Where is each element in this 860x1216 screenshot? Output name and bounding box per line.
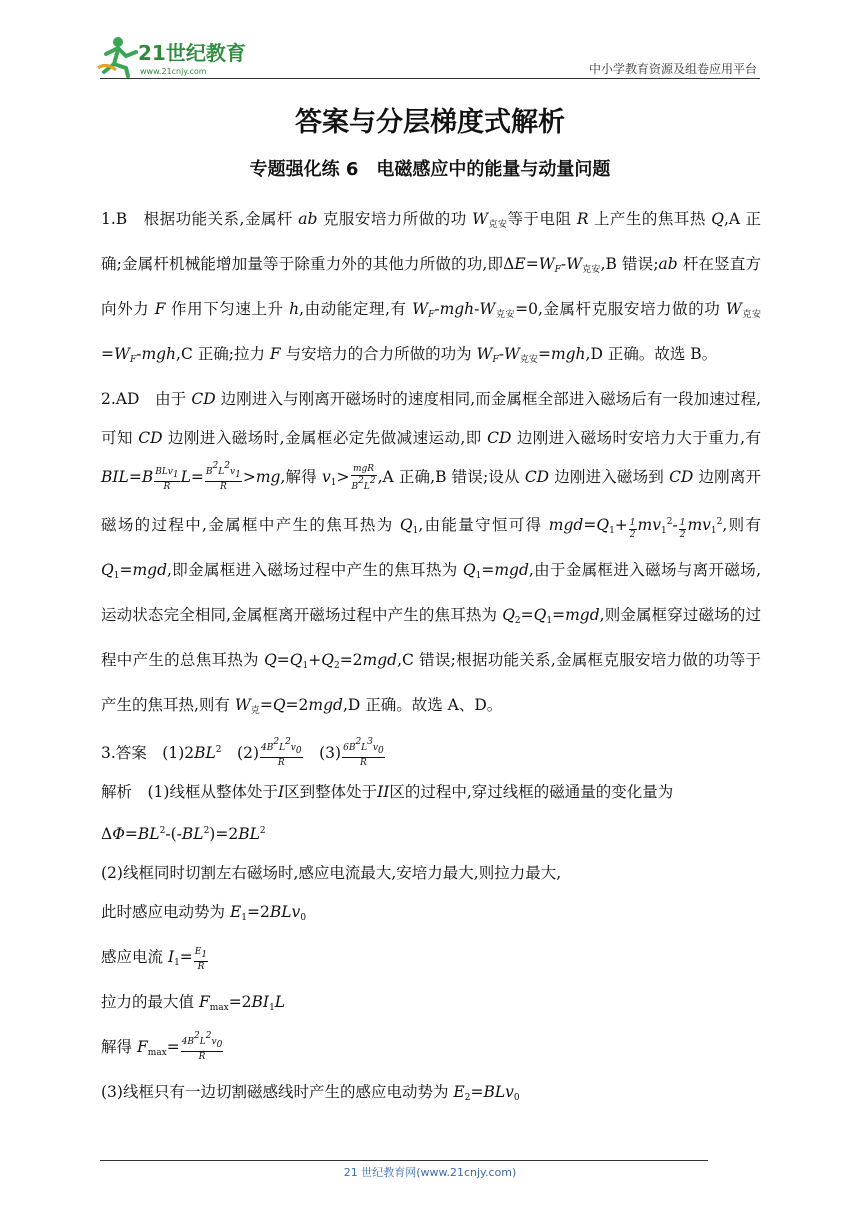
logo-url: www.21cnjy.com bbox=[140, 67, 207, 76]
platform-label: 中小学教育资源及组卷应用平台 bbox=[588, 62, 757, 76]
answer-3-analysis: 解析 (1)线框从整体处于I区到整体处于II区的过程中,穿过线框的磁通量的变化量为 bbox=[101, 783, 674, 801]
answer-2: 2.AD 由于 CD 边刚进入与刚离开磁场时的速度相同,而金属框全部进入磁场后有一段加速过程,可知 CD 边刚进入磁场时,金属框必定先做减速运动,即 CD 边刚进入磁场时安培力大于重力,有 BIL=B $\frac{BLv_1}{R}$ L= $\frac{B^2L^2v_1}{R}$ >mg,解得 $v_1>$ $\frac{\text{mgR}}{B^2L^2}$ ,A 正确,B 错误;设从 CD 边刚进入磁场到 CD 边刚离开磁场的过程中,金属框中产生的焦耳热为 $Q_1$,由能量守恒可得 $mgd=Q_1+$ $\frac{1}{2}$ $mv_1^2-$ $\frac{1}{2}$ $mv_1^2$,则有 $Q_1=mgd$,即金属框进入磁场过程中产生的焦耳热为 $Q_1=mgd$,由于金属框进入磁场与离开磁场,运动状态完全相同,金属框离开磁场过程中产生的焦耳热为 $Q_2=Q_1=mgd$,则金属框穿过磁场的过程中产生的总焦耳热为 $Q=Q_1+Q_2=2mgd,C$ 错误;根据功能关系,金属框克服安培力做的功等于产生的焦耳热,则有 $W_克=Q=2mgd,D$ 正确。故选 A、D。 bbox=[101, 390, 762, 716]
page-header bbox=[0, 0, 860, 80]
flux-change-eq: $\Delta\Phi=BL^2-(-BL^2)=2BL^2$ bbox=[101, 825, 266, 843]
max-force-result: 解得 $F_{max}=$ $\frac{4B^2L^2v_0}{R}$ bbox=[101, 1031, 223, 1062]
emf-eq: 此时感应电动势为 $E_1=2BLv_0$ bbox=[101, 903, 307, 923]
logo-text: 21世纪教育 bbox=[138, 41, 246, 65]
answer-1: 1.B 根据功能关系,金属杆 ab 克服安培力所做的功 $W_{克安}$等于电阻 R 上产生的焦耳热 Q,A 正确;金属杆机械能增加量等于除重力外的其他力所做的功,即$\Delta E=W_F-W_{克安},B$ 错误;ab 杆在竖直方向外力 F 作用下匀速上升 h,由动能定理,有 $W_F-mgh-W_{克安}=0$,金属杆克服安培力做的功 $W_{克安}=W_F-mgh,C$ 正确;拉力 F 与安培力的合力所做的功为 $W_F-W_{克安}=mgh,D$ 正确。故选 B。 bbox=[101, 210, 761, 365]
footer-link[interactable]: 21 世纪教育网(www.21cnjy.com) bbox=[343, 1166, 517, 1179]
footer-divider bbox=[100, 1160, 708, 1161]
part-3-intro: (3)线框只有一边切割磁感线时产生的感应电动势为 $E_2=BLv_0$ bbox=[101, 1083, 520, 1103]
part-2-intro: (2)线框同时切割左右磁场时,感应电流最大,安培力最大,则拉力最大, bbox=[101, 864, 562, 882]
page-title: 答案与分层梯度式解析 bbox=[295, 107, 565, 138]
running-figure-icon bbox=[98, 37, 136, 76]
page-subtitle: 专题强化练 6 电磁感应中的能量与动量问题 bbox=[249, 159, 611, 180]
current-eq: 感应电流 $I_1=$ $\frac{E_1}{R}$ bbox=[101, 947, 208, 972]
answer-3-key: 3.答案 $(1)2BL^2$ (2) $\frac{4B^2L^2v_0}{R}$ (3) $\frac{6B^2L^3v_0}{R}$ bbox=[101, 737, 384, 768]
max-force-eq: 拉力的最大值 $F_{max}=2BI_1L$ bbox=[101, 993, 286, 1013]
answer-body bbox=[101, 200, 761, 1118]
logo bbox=[96, 34, 256, 80]
header-divider bbox=[100, 78, 760, 79]
